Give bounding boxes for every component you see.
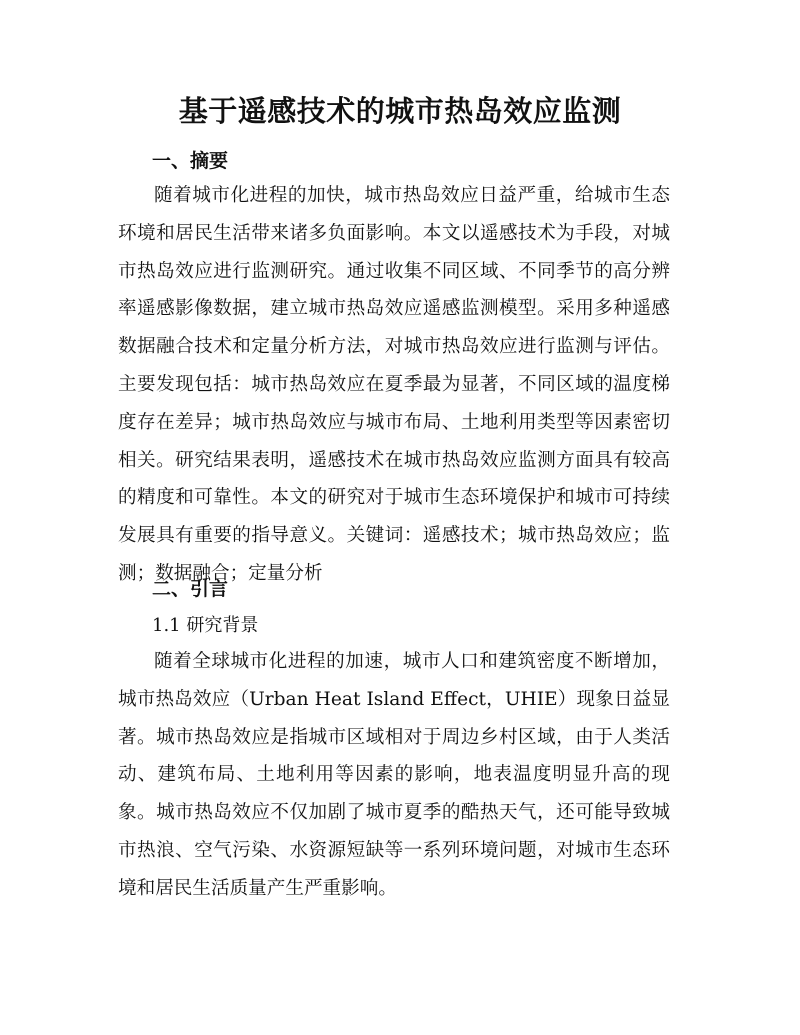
subsection-heading-background: 1.1 研究背景 bbox=[152, 615, 259, 636]
section-heading-introduction: 二、引言 bbox=[152, 578, 229, 600]
section-heading-abstract: 一、摘要 bbox=[152, 150, 229, 172]
background-paragraph: 随着全球城市化进程的加速，城市人口和建筑密度不断增加，城市热岛效应（Urban Heat Island Effect，UHIE）现象日益显著。城市热岛效应是指城市区域相对于周边乡村区域，由于人类活动、建筑布局、土地利用等因素的影响，地表温度明显升高的现象。城市热岛效应不仅加剧了城市夏季的酷热天气，还可能导致城市热浪、空气污染、水资源短缺等一系列环境问题，对城市生态环境和居民生活质量产生严重影响。 bbox=[118, 651, 670, 899]
abstract-paragraph: 随着城市化进程的加快，城市热岛效应日益严重，给城市生态环境和居民生活带来诸多负面影响。本文以遥感技术为手段，对城市热岛效应进行监测研究。通过收集不同区域、不同季节的高分辨率遥感影像数据，建立城市热岛效应遥感监测模型。采用多种遥感数据融合技术和定量分析方法，对城市热岛效应进行监测与评估。主要发现包括：城市热岛效应在夏季最为显著，不同区域的温度梯度存在差异；城市热岛效应与城市布局、土地利用类型等因素密切相关。研究结果表明，遥感技术在城市热岛效应监测方面具有较高的精度和可靠性。本文的研究对于城市生态环境保护和城市可持续发展具有重要的指导意义。关键词：遥感技术；城市热岛效应；监测；数据融合；定量分析 bbox=[118, 185, 670, 584]
document-title: 基于遥感技术的城市热岛效应监测 bbox=[178, 94, 622, 128]
